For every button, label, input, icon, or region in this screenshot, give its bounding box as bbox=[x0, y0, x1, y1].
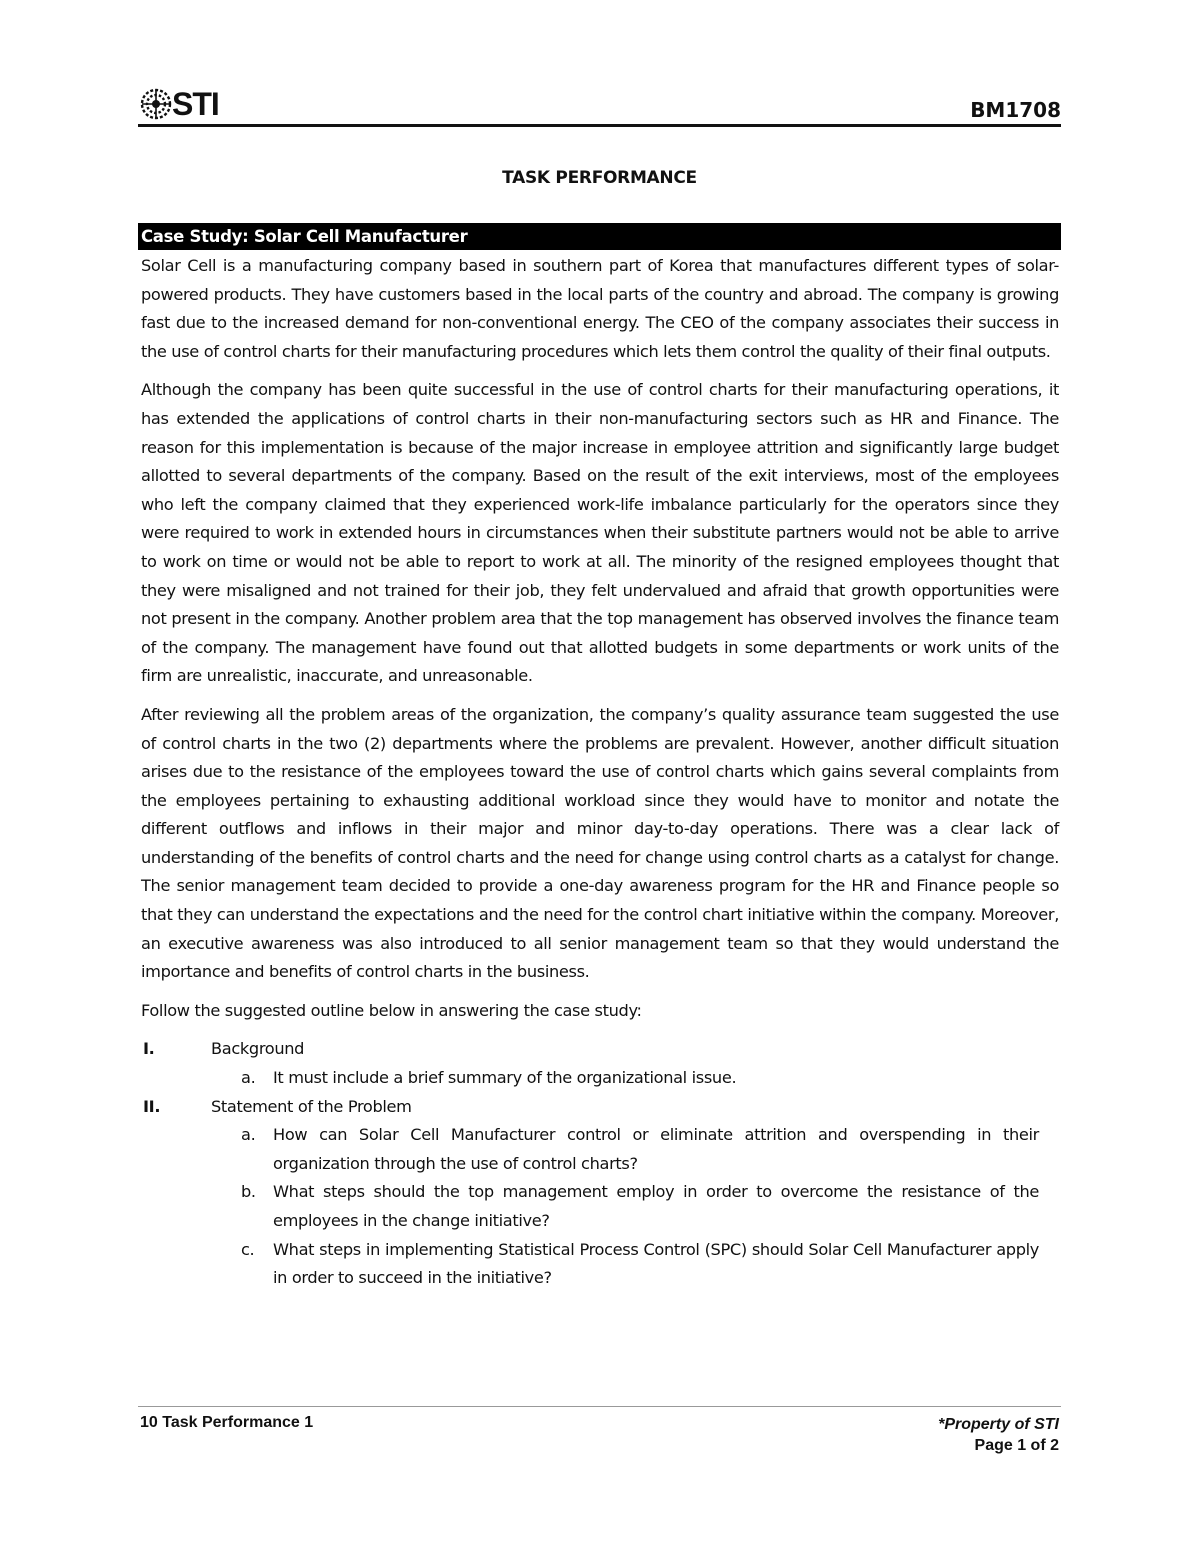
item-text: It must include a brief summary of the organizational issue. bbox=[273, 1068, 737, 1088]
page-footer-right bbox=[938, 1414, 1059, 1456]
page-number: Page 1 of 2 bbox=[974, 1437, 1059, 1454]
list-item bbox=[211, 1236, 1059, 1293]
outline-section-problem-statement bbox=[141, 1093, 1059, 1293]
item-text: What steps should the top management employ in order to overcome the resistance of the employees in the change initiative? bbox=[273, 1182, 1039, 1230]
paragraph-resolution: After reviewing all the problem areas of the organization, the company’s quality assurance team suggested the use of control charts in the two (2) departments where the problems are prevalent. However, another difficult situation arises due to the resistance of the employees toward the use of control charts which gains several complaints from the employees pertaining to exhausting additional workload since they would have to monitor and notate the different outflows and inflows in their major and minor day-to-day operations. There was a clear lack of understanding of the benefits of control charts and the need for change using control charts as a catalyst for change. The senior management team decided to provide a one-day awareness program for the HR and Finance people so that they can understand the expectations and the need for the control chart initiative within the company. Moreover, an executive awareness was also introduced to all senior management team so that they would understand the importance and benefits of control charts in the business. bbox=[141, 704, 1059, 982]
paragraph-problems: Although the company has been quite successful in the use of control charts for their manufacturing operations, it has extended the applications of control charts in their non-manufacturing sectors such as HR and Finance. The reason for this implementation is because of the major increase in employee attrition and significantly large budget allotted to several departments of the company. Based on the result of the exit interviews, most of the employees who left the company claimed that they experienced work-life imbalance particularly for the operators since they were required to work in extended hours in circumstances when their substitute partners would not be able to arrive to work on time or would not be able to report to work at all. The minority of the resigned employees thought that they were misaligned and not trained for their job, they felt undervalued and afraid that growth opportunities were not present in the company. Another problem area that the top management has observed involves the finance team of the company. The management have found out that allotted budgets in some departments or work units of the firm are unrealistic, inaccurate, and unreasonable. bbox=[141, 380, 1059, 686]
outline-section-background bbox=[141, 1035, 1059, 1092]
globe-emblem-icon bbox=[138, 86, 174, 122]
logo-wordmark: STI bbox=[172, 86, 219, 122]
footer-divider bbox=[138, 1406, 1061, 1407]
item-letter: b. bbox=[241, 1182, 256, 1202]
item-letter: a. bbox=[241, 1125, 256, 1145]
header-divider bbox=[138, 124, 1061, 127]
footer-course-label: 10 Task Performance 1 bbox=[140, 1414, 314, 1431]
outline-label: Statement of the Problem bbox=[211, 1096, 412, 1116]
paragraph-intro: Solar Cell is a manufacturing company based in southern part of Korea that manufactures different types of solar-powered products. They have customers based in the local parts of the country and abroad. The company is growing fast due to the increased demand for non-conventional energy. The CEO of the company associates their success in the use of control charts for their manufacturing procedures which lets them control the quality of their final outputs. bbox=[141, 256, 1059, 361]
answer-outline bbox=[141, 1035, 1059, 1292]
item-letter: a. bbox=[241, 1068, 256, 1088]
list-item bbox=[211, 1064, 1059, 1093]
page-header bbox=[138, 80, 1061, 130]
property-notice: *Property of STI bbox=[938, 1416, 1059, 1433]
section-heading: Case Study: Solar Cell Manufacturer bbox=[138, 223, 1061, 250]
outline-subitems bbox=[211, 1064, 1059, 1093]
page-title: TASK PERFORMANCE bbox=[502, 168, 697, 188]
item-text: How can Solar Cell Manufacturer control or eliminate attrition and overspending in their organization through the use of control charts? bbox=[273, 1125, 1039, 1173]
list-item bbox=[211, 1121, 1059, 1178]
item-text: What steps in implementing Statistical Process Control (SPC) should Solar Cell Manufacturer apply in order to succeed in the initiative? bbox=[273, 1239, 1039, 1288]
sti-logo bbox=[138, 84, 219, 124]
case-study-body bbox=[141, 252, 1059, 1293]
document-code: BM1708 bbox=[970, 98, 1061, 122]
item-letter: c. bbox=[241, 1239, 255, 1259]
outline-numeral: I. bbox=[143, 1039, 155, 1059]
outline-label: Background bbox=[211, 1039, 305, 1059]
outline-numeral: II. bbox=[143, 1096, 161, 1116]
list-item bbox=[211, 1178, 1059, 1235]
paragraph-instructions: Follow the suggested outline below in answering the case study: bbox=[141, 1000, 642, 1020]
outline-subitems bbox=[211, 1121, 1059, 1293]
